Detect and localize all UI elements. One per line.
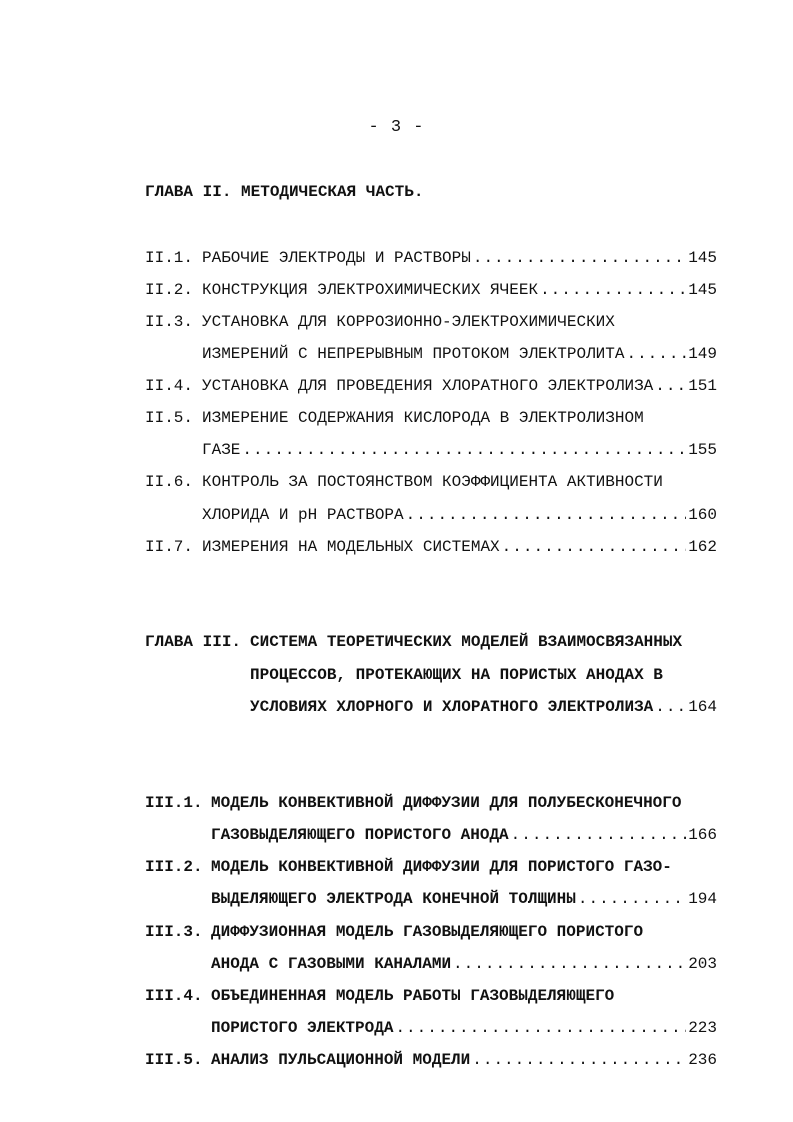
dot-leader [626,344,686,364]
chapter-2-heading [145,176,423,209]
toc-entry-3-2 [145,857,717,877]
toc-entry-title: МОДЕЛЬ КОНВЕКТИВНОЙ ДИФФУЗИИ ДЛЯ ПОРИСТОГО ГАЗО- [211,858,672,876]
toc-entry-page: 166 [688,826,717,844]
toc-entry-number: III.3. [145,923,203,941]
chapter-3-title-line: СИСТЕМА ТЕОРЕТИЧЕСКИХ МОДЕЛЕЙ ВЗАИМОСВЯЗАННЫХ [250,633,683,651]
toc-entry-page: 151 [688,377,717,395]
chapter-3-heading-line-2 [250,665,717,685]
dot-leader [502,537,687,557]
toc-entry-2-6 [145,472,717,492]
dot-leader [655,697,686,717]
chapter-3-label: ГЛАВА III. [145,633,242,651]
toc-entry-title: АНАЛИЗ ПУЛЬСАЦИОННОЙ МОДЕЛИ [211,1051,471,1069]
toc-entry-2-5 [145,408,717,428]
toc-entry-number: II.4. [145,377,194,395]
chapter-2-title: ГЛАВА II. МЕТОДИЧЕСКАЯ ЧАСТЬ. [145,183,424,201]
chapter-3-heading-line-1 [145,632,717,652]
toc-entry-number: II.5. [145,409,194,427]
toc-entry-title: УСТАНОВКА ДЛЯ КОРРОЗИОННО-ЭЛЕКТРОХИМИЧЕСКИХ [202,313,615,331]
toc-entry-page: 223 [688,1019,717,1037]
toc-entry-number: II.3. [145,313,194,331]
dot-leader [453,954,686,974]
dot-leader [655,376,686,396]
toc-entry-2-2 [145,280,717,300]
toc-entry-number: II.7. [145,538,194,556]
toc-entry-title: ПОРИСТОГО ЭЛЕКТРОДА [211,1019,394,1037]
toc-entry-page: 162 [688,538,717,556]
page-number: - 3 - [368,118,425,137]
toc-entry-page: 145 [688,249,717,267]
toc-entry-3-4-continuation [211,1018,717,1038]
toc-entry-title: ГАЗЕ [202,441,241,459]
dot-leader [578,889,686,909]
toc-entry-page: 145 [688,281,717,299]
toc-entry-2-4 [145,376,717,396]
dot-leader [472,1050,686,1070]
toc-entry-3-4 [145,986,717,1006]
toc-entry-title: ОБЪЕДИНЕННАЯ МОДЕЛЬ РАБОТЫ ГАЗОВЫДЕЛЯЮЩЕГО [211,987,615,1005]
toc-entry-2-3 [145,312,717,332]
toc-entry-2-6-continuation [202,505,717,525]
toc-entry-title: ХЛОРИДА И pH РАСТВОРА [202,506,404,524]
toc-entry-title: ГАЗОВЫДЕЛЯЮЩЕГО ПОРИСТОГО АНОДА [211,826,509,844]
toc-entry-2-1 [145,248,717,268]
toc-entry-title: РАБОЧИЕ ЭЛЕКТРОДЫ И РАСТВОРЫ [202,249,471,267]
toc-entry-3-3 [145,922,717,942]
dot-leader [242,440,686,460]
toc-entry-title: КОНТРОЛЬ ЗА ПОСТОЯНСТВОМ КОЭФФИЦИЕНТА АКТИВНОСТИ [202,473,663,491]
toc-entry-title: КОНСТРУКЦИЯ ЭЛЕКТРОХИМИЧЕСКИХ ЯЧЕЕК [202,281,539,299]
toc-entry-title: УСТАНОВКА ДЛЯ ПРОВЕДЕНИЯ ХЛОРАТНОГО ЭЛЕКТРОЛИЗА [202,377,654,395]
dot-leader [395,1018,686,1038]
toc-entry-title: ИЗМЕРЕНИЙ С НЕПРЕРЫВНЫМ ПРОТОКОМ ЭЛЕКТРОЛИТА [202,345,625,363]
chapter-3-page: 164 [688,698,717,716]
toc-entry-page: 155 [688,441,717,459]
dot-leader [406,505,687,525]
toc-entry-number: III.4. [145,987,203,1005]
toc-entry-page: 203 [688,955,717,973]
toc-entry-2-5-continuation [202,440,717,460]
dot-leader [540,280,686,300]
chapter-3-title-line: ПРОЦЕССОВ, ПРОТЕКАЮЩИХ НА ПОРИСТЫХ АНОДАХ В [250,666,663,684]
chapter-3-heading-line-3 [250,697,717,717]
toc-entry-page: 149 [688,345,717,363]
toc-entry-page: 236 [688,1051,717,1069]
toc-entry-number: III.1. [145,794,203,812]
toc-entry-page: 160 [688,506,717,524]
toc-entry-title: ДИФФУЗИОННАЯ МОДЕЛЬ ГАЗОВЫДЕЛЯЮЩЕГО ПОРИСТОГО [211,923,644,941]
toc-entry-title: ВЫДЕЛЯЮЩЕГО ЭЛЕКТРОДА КОНЕЧНОЙ ТОЛЩИНЫ [211,890,576,908]
toc-entry-2-7 [145,537,717,557]
toc-entry-number: III.5. [145,1051,203,1069]
toc-entry-title: МОДЕЛЬ КОНВЕКТИВНОЙ ДИФФУЗИИ ДЛЯ ПОЛУБЕСКОНЕЧНОГО [211,794,682,812]
toc-entry-3-3-continuation [211,954,717,974]
toc-entry-title: ИЗМЕРЕНИЯ НА МОДЕЛЬНЫХ СИСТЕМАХ [202,538,500,556]
toc-entry-page: 194 [688,890,717,908]
toc-entry-number: II.1. [145,249,194,267]
toc-entry-3-1-continuation [211,825,717,845]
toc-entry-3-1 [145,793,717,813]
toc-entry-3-2-continuation [211,889,717,909]
toc-entry-title: ИЗМЕРЕНИЕ СОДЕРЖАНИЯ КИСЛОРОДА В ЭЛЕКТРОЛИЗНОМ [202,409,644,427]
toc-entry-2-3-continuation [202,344,717,364]
chapter-3-title-line: УСЛОВИЯХ ХЛОРНОГО И ХЛОРАТНОГО ЭЛЕКТРОЛИЗА [250,698,654,716]
toc-entry-number: III.2. [145,858,203,876]
toc-entry-title: АНОДА С ГАЗОВЫМИ КАНАЛАМИ [211,955,452,973]
toc-entry-number: II.2. [145,281,194,299]
toc-entry-number: II.6. [145,473,194,491]
dot-leader [511,825,687,845]
dot-leader [473,248,686,268]
toc-entry-3-5 [145,1050,717,1070]
